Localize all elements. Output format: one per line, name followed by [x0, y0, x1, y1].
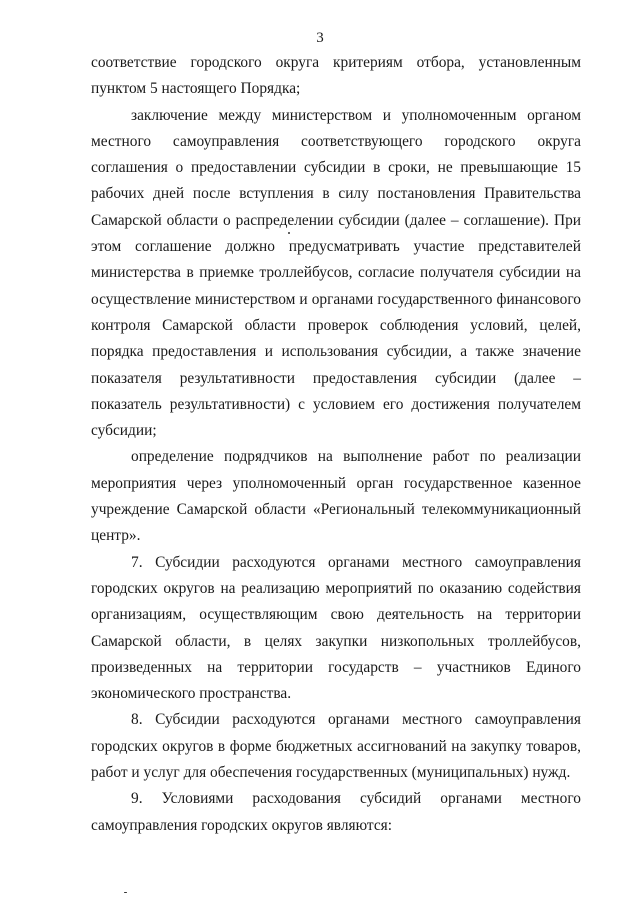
paragraph-item-7: 7. Субсидии расходуются органами местного самоуправления городских округов на реализацию мероприятий по оказанию содействия организациям, осуществляющим свою деятельность на территории Самарской области, в целях закупки низкопольных троллейбусов, произведенных на территории государств – участников Единого экономического пространства.	[91, 553, 581, 703]
scan-speck	[288, 232, 290, 234]
paragraph-item-9: 9. Условиями расходования субсидий органами местного самоуправления городских округов являются:	[91, 790, 581, 834]
paragraph-criteria-compliance: соответствие городского округа критериям отбора, установленным пунктом 5 настоящего Порядка;	[91, 54, 581, 98]
document-body	[91, 50, 581, 839]
paragraph-agreement-conclusion: заключение между министерством и уполномоченным органом местного самоуправления соответствующего городского округа соглашения о предоставлении субсидии в сроки, не превышающие 15 рабочих дней после вступления в силу постановления Правительства Самарской области о распределении субсидии (далее – соглашение). При этом соглашение должно предусматривать участие представителей министерства в приемке троллейбусов, согласие получателя субсидии на осуществление министерством и органами государственного финансового контроля Самарской области проверок соблюдения условий, целей, порядка предоставления и использования субсидии, а также значение показателя результативности предоставления субсидии (далее – показатель результативности) с условием его достижения получателем субсидии;	[91, 106, 581, 440]
scan-speck	[124, 892, 127, 893]
paragraph-contractor-selection: определение подрядчиков на выполнение работ по реализации мероприятия через уполномоченный орган государственное казенное учреждение Самарской области «Региональный телекоммуникационный центр».	[91, 448, 581, 545]
page-number: 3	[316, 30, 324, 46]
paragraph-item-8: 8. Субсидии расходуются органами местного самоуправления городских округов в форме бюджетных ассигнований на закупку товаров, работ и услуг для обеспечения государственных (муниципальных) нужд.	[91, 711, 581, 782]
